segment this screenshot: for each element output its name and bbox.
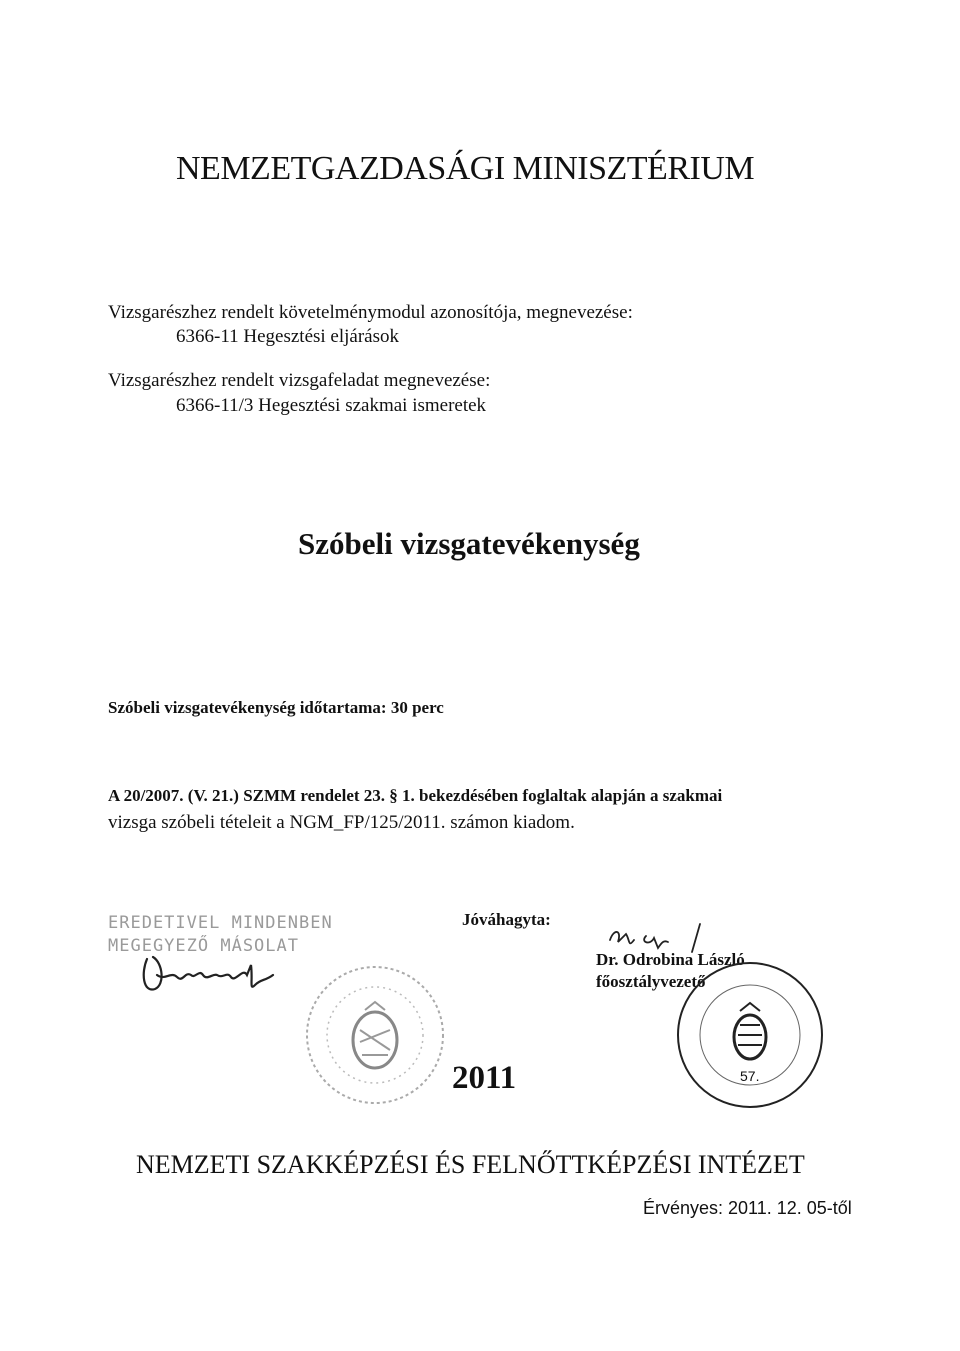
- approver-position: főosztályvezető: [596, 972, 706, 991]
- institute-name: NEMZETI SZAKKÉPZÉSI ÉS FELNŐTTKÉPZÉSI INTÉZET: [136, 1150, 805, 1179]
- valid-from-date: Érvényes: 2011. 12. 05-től: [643, 1198, 852, 1218]
- task-label: Vizsgarészhez rendelt vizsgafeladat megnevezése:: [108, 370, 491, 391]
- left-round-seal: [300, 960, 450, 1110]
- oral-exam-title: Szóbeli vizsgatevékenység: [298, 526, 640, 561]
- approval-year: 2011: [452, 1060, 517, 1096]
- approver-name: Dr. Odrobina László: [596, 950, 745, 969]
- decree-line-2: vizsga szóbeli tételeit a NGM_FP/125/2011. számon kiadom.: [108, 812, 575, 833]
- oral-exam-duration: Szóbeli vizsgatevékenység időtartama: 30 perc: [108, 698, 444, 717]
- ministry-title: NEMZETGAZDASÁGI MINISZTÉRIUM: [176, 150, 755, 187]
- module-value: 6366-11 Hegesztési eljárások: [176, 326, 399, 347]
- approval-label: Jóváhagyta:: [462, 910, 551, 929]
- certified-copy-stamp-line-1: EREDETIVEL MINDENBEN: [108, 913, 333, 933]
- seal-number: 57.: [740, 1068, 760, 1084]
- ministry-round-seal: [670, 955, 830, 1115]
- decree-line-1: A 20/2007. (V. 21.) SZMM rendelet 23. § 1. bekezdésében foglaltak alapján a szakmai: [108, 786, 723, 805]
- task-value: 6366-11/3 Hegesztési szakmai ismeretek: [176, 395, 487, 416]
- certified-copy-stamp-line-2: MEGEGYEZŐ MÁSOLAT: [108, 936, 299, 956]
- module-label: Vizsgarészhez rendelt követelménymodul azonosítója, megnevezése:: [108, 302, 633, 323]
- signature-left: [135, 945, 295, 1005]
